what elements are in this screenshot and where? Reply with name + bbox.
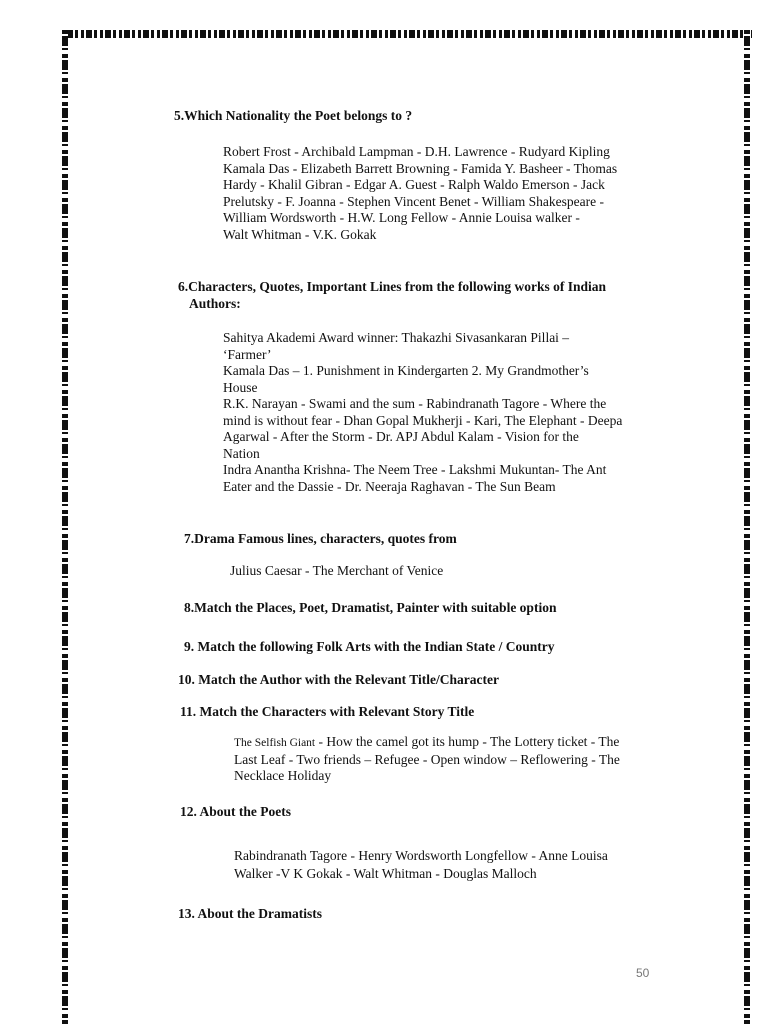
question-11-body [234,734,620,785]
q5-line: Robert Frost - Archibald Lampman - D.H. Lawrence - Rudyard Kipling [223,144,610,159]
page-border-right [744,30,750,1024]
page-border-top [62,30,752,38]
page-number: 50 [636,966,650,980]
question-8-heading: 8.Match the Places, Poet, Dramatist, Painter with suitable option [184,600,557,615]
question-6-heading-cont: Authors: [189,296,241,311]
q6-line: Eater and the Dassie - Dr. Neeraja Raghavan - The Sun Beam [223,478,556,494]
q5-line: Kamala Das - Elizabeth Barrett Browning - Famida Y. Basheer - Thomas [223,160,618,176]
question-10-heading: 10. Match the Author with the Relevant Title/Character [178,672,499,687]
q12-line: Rabindranath Tagore - Henry Wordsworth Longfellow - Anne Louisa [234,848,608,863]
q6-line: House [223,379,258,395]
question-13-heading: 13. About the Dramatists [178,906,322,921]
q11-line: Last Leaf - Two friends – Refugee - Open window – Reflowering - The [234,751,620,767]
q11-line-small-text: The Selfish Giant [234,737,316,749]
q11-line-text: - How the camel got its hump - The Lottery ticket - The [315,734,620,749]
page-border-left [62,30,68,1024]
question-6-body [223,330,622,495]
question-11-heading: 11. Match the Characters with Relevant Story Title [180,704,475,719]
question-5-body [223,144,617,243]
q6-line: mind is without fear - Dhan Gopal Mukherji - Kari, The Elephant - Deepa [223,412,623,428]
q11-line [234,734,620,752]
question-7-body [230,563,443,580]
q5-line: Walt Whitman - V.K. Gokak [223,226,377,242]
q11-line: Necklace Holiday [234,768,332,783]
question-5-heading: 5.Which Nationality the Poet belongs to ? [174,108,413,123]
q5-line: Hardy - Khalil Gibran - Edgar A. Guest - Ralph Waldo Emerson - Jack [223,177,605,192]
q6-line: Kamala Das – 1. Punishment in Kindergarten 2. My Grandmother’s [223,363,589,378]
q6-line: ‘Farmer’ [223,346,272,362]
q5-line: William Wordsworth - H.W. Long Fellow - Annie Louisa walker - [223,210,580,225]
question-7-heading: 7.Drama Famous lines, characters, quotes from [184,531,457,546]
q6-line: R.K. Narayan - Swami and the sum - Rabindranath Tagore - Where the [223,396,607,411]
q5-line: Prelutsky - F. Joanna - Stephen Vincent Benet - William Shakespeare - [223,193,604,209]
q6-line: Agarwal - After the Storm - Dr. APJ Abdul Kalam - Vision for the [223,429,579,444]
q6-line: Indra Anantha Krishna- The Neem Tree - Lakshmi Mukuntan- The Ant [223,462,607,477]
question-12-body [234,847,608,883]
question-6-heading: 6.Characters, Quotes, Important Lines from the following works of Indian [178,279,606,294]
q12-line: Walker -V K Gokak - Walt Whitman - Douglas Malloch [234,866,537,881]
q6-line: Nation [223,445,260,461]
q7-line: Julius Caesar - The Merchant of Venice [230,563,444,578]
question-9-heading: 9. Match the following Folk Arts with the Indian State / Country [184,639,555,654]
q6-line: Sahitya Akademi Award winner: Thakazhi Sivasankaran Pillai – [223,330,570,345]
question-12-heading: 12. About the Poets [180,804,291,819]
